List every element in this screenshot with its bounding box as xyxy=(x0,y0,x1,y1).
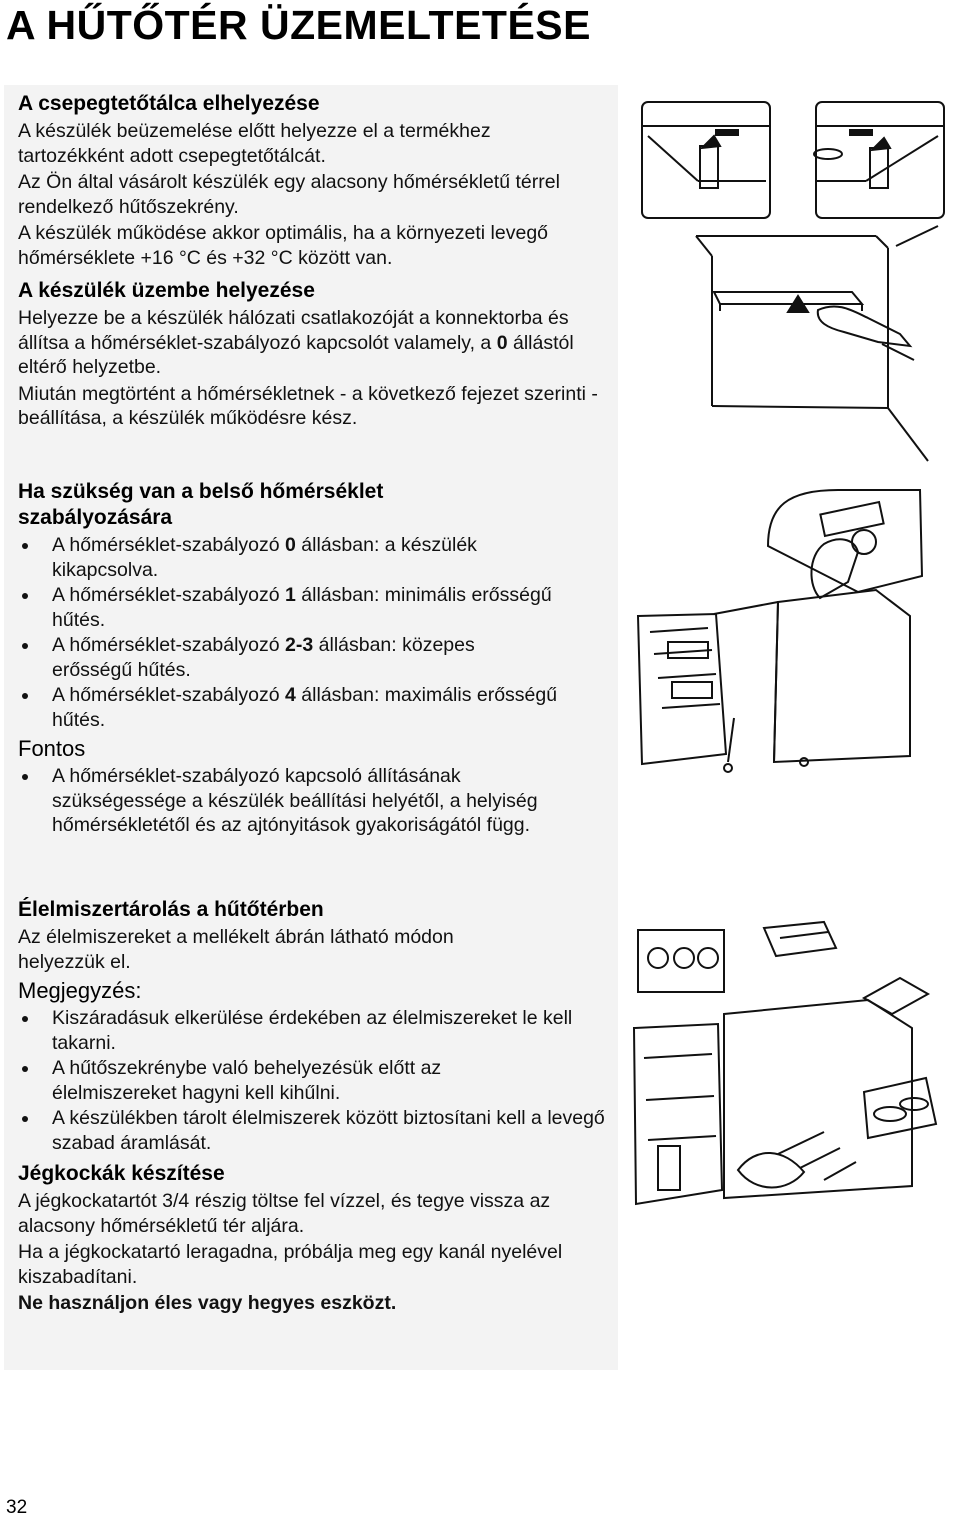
list-item-text: állásban: a készülék kikapcsolva. xyxy=(52,534,477,581)
list-item-text: állásban: minimális erősségű hűtés. xyxy=(52,584,552,631)
ice-warning: Ne használjon éles vagy hegyes eszközt. xyxy=(18,1292,397,1314)
list-item xyxy=(18,683,558,732)
temperature-section xyxy=(18,479,608,839)
drip-tray-installation-illustration xyxy=(638,96,950,464)
drip-tray-heading: A csepegtetőtálca elhelyezése xyxy=(18,92,320,115)
ice-heading: Jégkockák készítése xyxy=(18,1162,225,1185)
list-item-text: A hőmérséklet-szabályozó xyxy=(52,684,286,706)
page-title: A HŰTŐTÉR ÜZEMELTETÉSE xyxy=(6,2,591,48)
temperature-list xyxy=(18,533,558,732)
startup-text-before: Helyezze be a készülék hálózati csatlakozóját a konnektorba és állítsa a hőmérséklet-szabályozó kapcsolót valamely, a xyxy=(18,307,569,354)
drip-tray-paragraph-2: Az Ön által vásárolt készülék egy alacsony hőmérsékletű térrel rendelkező hűtőszekrény. xyxy=(18,171,560,218)
startup-heading: A készülék üzembe helyezése xyxy=(18,279,315,302)
list-item-bold: 4 xyxy=(285,684,296,706)
thermostat-knob-illustration xyxy=(628,486,928,776)
food-storage-section xyxy=(18,897,608,1318)
list-item-text: állásban: maximális erősségű hűtés. xyxy=(52,684,558,731)
list-item-text: A hőmérséklet-szabályozó xyxy=(52,534,286,556)
drip-tray-section xyxy=(18,91,608,433)
list-item-text: A hőmérséklet-szabályozó xyxy=(52,584,286,606)
important-heading: Fontos xyxy=(18,736,86,761)
list-item-bold: 0 xyxy=(285,534,296,556)
list-item: A hűtőszekrénybe való behelyezésük előtt az élelmiszereket hagyni kell kihűlni. xyxy=(18,1056,522,1105)
ice-paragraph-1: A jégkockatartót 3/4 részig töltse fel vízzel, és tegye vissza az alacsony hőmérsékletű tér aljára. xyxy=(18,1190,551,1237)
startup-paragraph-2: Miután megtörtént a hőmérsékletnek - a következő fejezet szerinti - beállítása, a készülék működésre kész. xyxy=(18,382,598,429)
page-number: 32 xyxy=(6,1497,28,1518)
important-list xyxy=(18,764,598,838)
food-arrangement-illustration xyxy=(628,918,948,1210)
list-item: A készülékben tárolt élelmiszerek között biztosítani kell a levegő szabad áramlását. xyxy=(18,1106,608,1155)
note-heading: Megjegyzés: xyxy=(18,978,142,1003)
note-list xyxy=(18,1006,608,1155)
list-item xyxy=(18,583,558,632)
list-item-text: állásban: közepes erősségű hűtés. xyxy=(52,634,475,681)
list-item-bold: 2-3 xyxy=(285,634,314,656)
list-item: Kiszáradásuk elkerülése érdekében az élelmiszereket le kell takarni. xyxy=(18,1006,608,1055)
temperature-heading: Ha szükség van a belső hőmérséklet szabályozására xyxy=(18,480,384,529)
food-storage-heading: Élelmiszertárolás a hűtőtérben xyxy=(18,898,324,921)
startup-text-after: állástól eltérő helyzetbe. xyxy=(18,331,574,378)
list-item-text: A hőmérséklet-szabályozó xyxy=(52,634,286,656)
ice-paragraph-2: Ha a jégkockatartó leragadna, próbálja meg egy kanál nyelével kiszabadítani. xyxy=(18,1241,563,1288)
food-storage-paragraph: Az élelmiszereket a mellékelt ábrán látható módon helyezzük el. xyxy=(18,926,454,973)
list-item xyxy=(18,633,558,682)
startup-text-bold: 0 xyxy=(496,331,508,354)
list-item xyxy=(18,533,558,582)
drip-tray-paragraph-3: A készülék működése akkor optimális, ha a környezeti levegő hőmérséklete +16 °C és +32 °C között van. xyxy=(18,222,549,269)
list-item: A hőmérséklet-szabályozó kapcsoló állításának szükségessége a készülék beállítási helyétől, a helyiség hőmérsékletétől és az ajtónyitások gyakoriságától függ. xyxy=(18,764,598,838)
drip-tray-paragraph-1: A készülék beüzemelése előtt helyezze el a termékhez tartozékként adott csepegtetőtálcát. xyxy=(18,120,491,167)
list-item-bold: 1 xyxy=(285,584,296,606)
startup-paragraph-1 xyxy=(18,306,608,380)
